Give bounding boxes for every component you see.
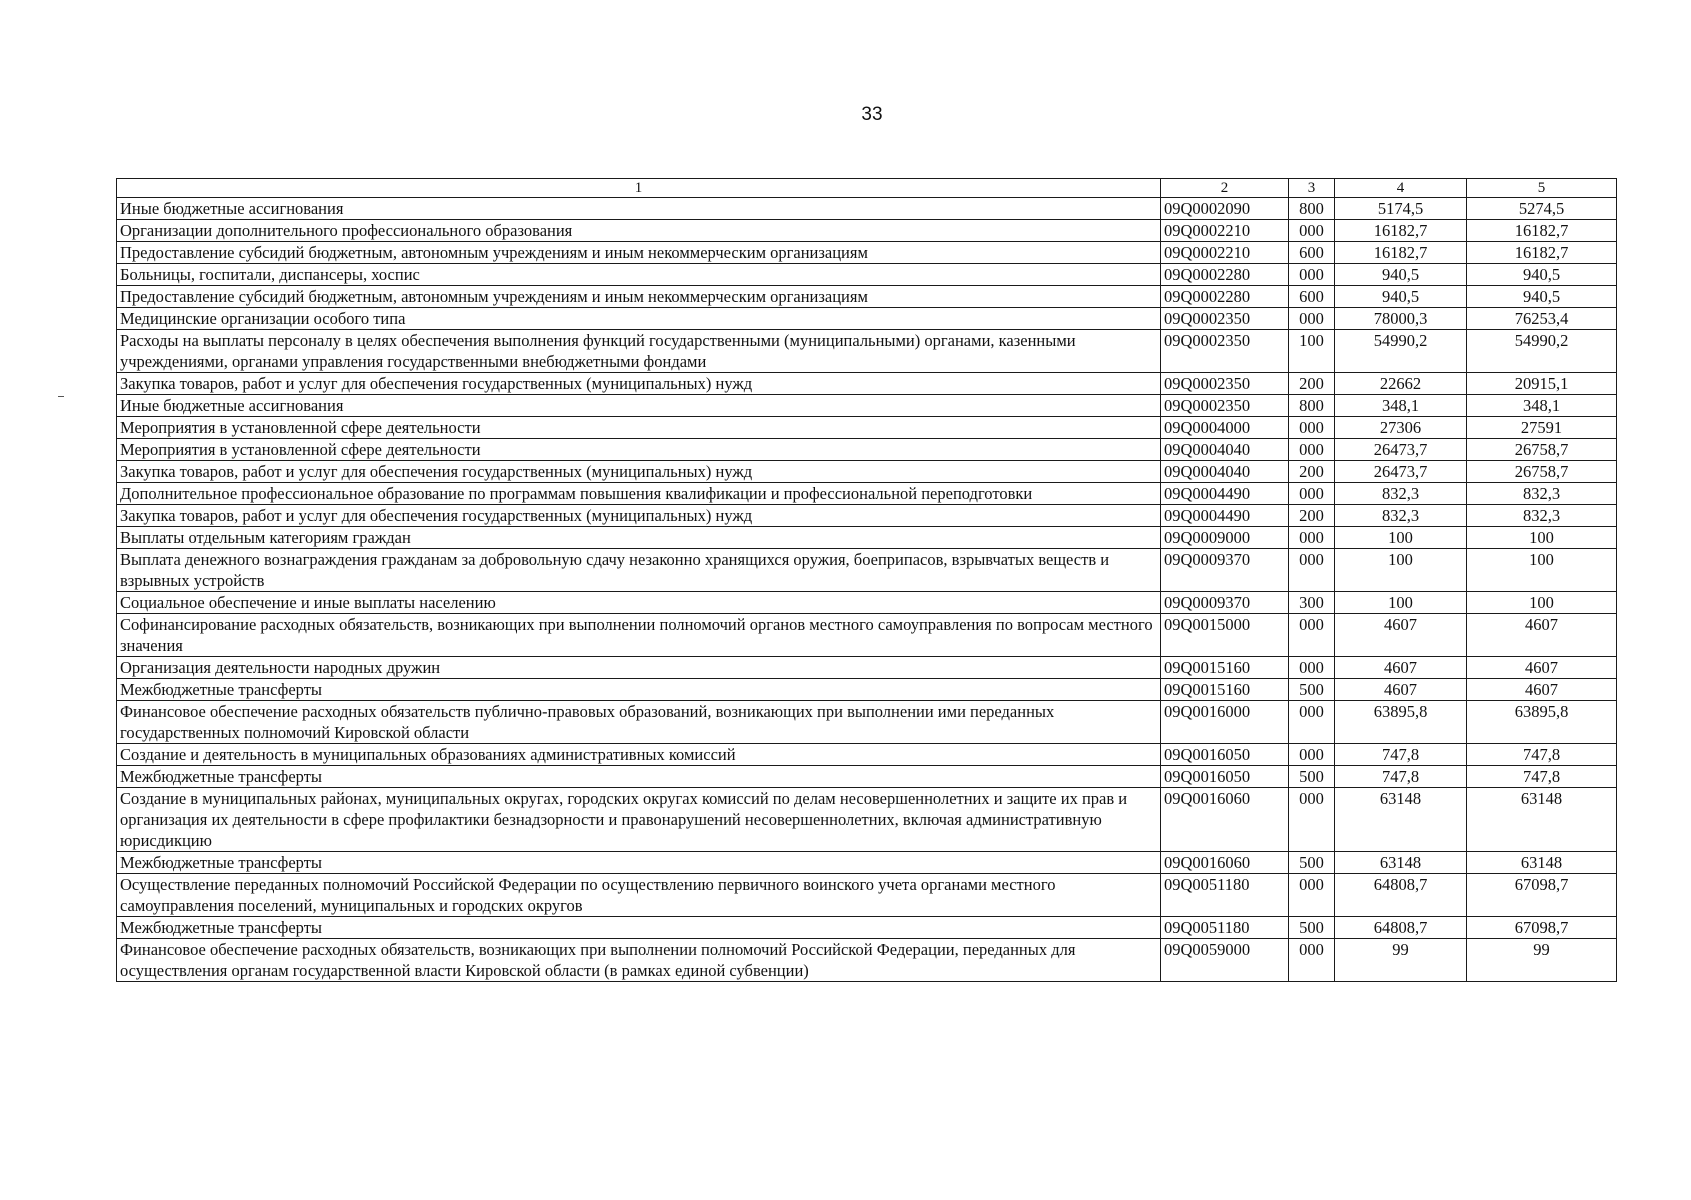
table-row [117,852,1617,874]
row-value-year1-cell: 832,3 [1335,505,1467,527]
table-row [117,461,1617,483]
row-code-cell: 09Q0009000 [1161,527,1289,549]
row-name-cell: Межбюджетные трансферты [117,852,1161,874]
row-value-year2-cell: 99 [1467,939,1617,982]
row-value-year2-cell: 63895,8 [1467,701,1617,744]
table-row [117,373,1617,395]
row-name-cell: Больницы, госпитали, диспансеры, хоспис [117,264,1161,286]
row-name-cell: Мероприятия в установленной сфере деятельности [117,439,1161,461]
row-value-year1-cell: 64808,7 [1335,917,1467,939]
row-name-cell: Осуществление переданных полномочий Российской Федерации по осуществлению первичного воинского учета органами местного самоуправления поселений, муниципальных и городских округов [117,874,1161,917]
row-value-year2-cell: 100 [1467,592,1617,614]
row-value-year1-cell: 348,1 [1335,395,1467,417]
row-name-cell: Межбюджетные трансферты [117,679,1161,701]
row-code-cell: 09Q0051180 [1161,874,1289,917]
row-value-year2-cell: 747,8 [1467,766,1617,788]
row-value-year2-cell: 20915,1 [1467,373,1617,395]
row-value-year1-cell: 63895,8 [1335,701,1467,744]
row-code-cell: 09Q0016050 [1161,744,1289,766]
table-body [117,198,1617,982]
row-code-cell: 09Q0009370 [1161,549,1289,592]
row-value-year2-cell: 940,5 [1467,264,1617,286]
row-name-cell: Закупка товаров, работ и услуг для обеспечения государственных (муниципальных) нужд [117,505,1161,527]
row-expense-type-cell: 000 [1289,527,1335,549]
row-name-cell: Софинансирование расходных обязательств, возникающих при выполнении полномочий органов местного самоуправления по вопросам местного значения [117,614,1161,657]
row-name-cell: Социальное обеспечение и иные выплаты населению [117,592,1161,614]
row-expense-type-cell: 000 [1289,264,1335,286]
row-expense-type-cell: 000 [1289,788,1335,852]
header-col-3: 3 [1289,179,1335,198]
row-name-cell: Межбюджетные трансферты [117,917,1161,939]
row-value-year1-cell: 100 [1335,592,1467,614]
table-row [117,917,1617,939]
row-value-year1-cell: 16182,7 [1335,220,1467,242]
row-value-year2-cell: 747,8 [1467,744,1617,766]
row-code-cell: 09Q0016050 [1161,766,1289,788]
header-col-5: 5 [1467,179,1617,198]
row-name-cell: Медицинские организации особого типа [117,308,1161,330]
row-expense-type-cell: 500 [1289,917,1335,939]
table-row [117,766,1617,788]
row-value-year1-cell: 78000,3 [1335,308,1467,330]
row-code-cell: 09Q0002350 [1161,330,1289,373]
row-value-year1-cell: 4607 [1335,657,1467,679]
table-row [117,701,1617,744]
table-row [117,286,1617,308]
row-value-year2-cell: 832,3 [1467,505,1617,527]
row-value-year1-cell: 100 [1335,527,1467,549]
table-row [117,417,1617,439]
row-value-year1-cell: 26473,7 [1335,439,1467,461]
row-expense-type-cell: 000 [1289,939,1335,982]
row-name-cell: Мероприятия в установленной сфере деятельности [117,417,1161,439]
row-value-year2-cell: 26758,7 [1467,439,1617,461]
row-value-year1-cell: 63148 [1335,852,1467,874]
row-expense-type-cell: 200 [1289,505,1335,527]
row-value-year1-cell: 27306 [1335,417,1467,439]
header-col-2: 2 [1161,179,1289,198]
row-value-year2-cell: 27591 [1467,417,1617,439]
row-code-cell: 09Q0002350 [1161,395,1289,417]
row-expense-type-cell: 500 [1289,679,1335,701]
table-row [117,614,1617,657]
row-value-year1-cell: 64808,7 [1335,874,1467,917]
row-value-year1-cell: 54990,2 [1335,330,1467,373]
row-value-year1-cell: 22662 [1335,373,1467,395]
row-code-cell: 09Q0002350 [1161,373,1289,395]
table-row [117,679,1617,701]
row-name-cell: Расходы на выплаты персоналу в целях обеспечения выполнения функций государственными (муниципальными) органами, казенными учреждениями, органами управления государственными внебюджетными фондами [117,330,1161,373]
row-value-year2-cell: 100 [1467,549,1617,592]
row-value-year2-cell: 63148 [1467,852,1617,874]
table-row [117,744,1617,766]
row-value-year2-cell: 4607 [1467,657,1617,679]
row-name-cell: Закупка товаров, работ и услуг для обеспечения государственных (муниципальных) нужд [117,373,1161,395]
table-row [117,308,1617,330]
table-row [117,592,1617,614]
row-expense-type-cell: 300 [1289,592,1335,614]
row-name-cell: Организации дополнительного профессионального образования [117,220,1161,242]
row-code-cell: 09Q0004490 [1161,483,1289,505]
table-row [117,788,1617,852]
table-row [117,220,1617,242]
row-value-year1-cell: 747,8 [1335,744,1467,766]
row-expense-type-cell: 500 [1289,852,1335,874]
table-row [117,198,1617,220]
row-expense-type-cell: 600 [1289,242,1335,264]
row-code-cell: 09Q0015160 [1161,679,1289,701]
row-value-year1-cell: 26473,7 [1335,461,1467,483]
row-value-year1-cell: 747,8 [1335,766,1467,788]
row-code-cell: 09Q0004040 [1161,439,1289,461]
table-row [117,439,1617,461]
row-value-year2-cell: 76253,4 [1467,308,1617,330]
header-col-1: 1 [117,179,1161,198]
row-value-year1-cell: 940,5 [1335,286,1467,308]
row-code-cell: 09Q0015000 [1161,614,1289,657]
row-expense-type-cell: 600 [1289,286,1335,308]
row-code-cell: 09Q0016060 [1161,852,1289,874]
table-row [117,330,1617,373]
row-name-cell: Выплата денежного вознаграждения гражданам за добровольную сдачу незаконно хранящихся оружия, боеприпасов, взрывчатых веществ и взрывных устройств [117,549,1161,592]
row-expense-type-cell: 000 [1289,744,1335,766]
row-code-cell: 09Q0002210 [1161,242,1289,264]
row-code-cell: 09Q0016000 [1161,701,1289,744]
table-row [117,527,1617,549]
row-expense-type-cell: 000 [1289,657,1335,679]
row-code-cell: 09Q0002090 [1161,198,1289,220]
row-value-year2-cell: 100 [1467,527,1617,549]
row-code-cell: 09Q0002210 [1161,220,1289,242]
row-value-year2-cell: 5274,5 [1467,198,1617,220]
row-value-year2-cell: 54990,2 [1467,330,1617,373]
row-value-year2-cell: 348,1 [1467,395,1617,417]
row-code-cell: 09Q0016060 [1161,788,1289,852]
row-value-year2-cell: 16182,7 [1467,220,1617,242]
row-value-year1-cell: 63148 [1335,788,1467,852]
row-code-cell: 09Q0002280 [1161,264,1289,286]
row-value-year2-cell: 4607 [1467,614,1617,657]
row-expense-type-cell: 000 [1289,701,1335,744]
row-value-year1-cell: 940,5 [1335,264,1467,286]
row-code-cell: 09Q0015160 [1161,657,1289,679]
table-row [117,874,1617,917]
scan-artifact [58,396,64,397]
row-value-year1-cell: 100 [1335,549,1467,592]
row-code-cell: 09Q0004490 [1161,505,1289,527]
row-name-cell: Дополнительное профессиональное образование по программам повышения квалификации и профессиональной переподготовки [117,483,1161,505]
table-row [117,549,1617,592]
row-expense-type-cell: 100 [1289,330,1335,373]
table-row [117,242,1617,264]
row-expense-type-cell: 000 [1289,549,1335,592]
row-value-year1-cell: 4607 [1335,679,1467,701]
row-expense-type-cell: 000 [1289,220,1335,242]
row-expense-type-cell: 800 [1289,395,1335,417]
row-code-cell: 09Q0059000 [1161,939,1289,982]
row-expense-type-cell: 000 [1289,417,1335,439]
row-expense-type-cell: 800 [1289,198,1335,220]
row-value-year2-cell: 26758,7 [1467,461,1617,483]
table-row [117,483,1617,505]
row-name-cell: Предоставление субсидий бюджетным, автономным учреждениям и иным некоммерческим организациям [117,286,1161,308]
row-value-year2-cell: 832,3 [1467,483,1617,505]
row-expense-type-cell: 000 [1289,308,1335,330]
row-expense-type-cell: 000 [1289,614,1335,657]
row-name-cell: Создание в муниципальных районах, муниципальных округах, городских округах комиссий по делам несовершеннолетних и защите их прав и организация их деятельности в сфере профилактики безнадзорности и правонарушений несовершеннолетних, включая административную юрисдикцию [117,788,1161,852]
row-value-year1-cell: 832,3 [1335,483,1467,505]
budget-table [116,178,1617,982]
row-code-cell: 09Q0002280 [1161,286,1289,308]
header-col-4: 4 [1335,179,1467,198]
row-code-cell: 09Q0004000 [1161,417,1289,439]
row-expense-type-cell: 000 [1289,439,1335,461]
table-header-row [117,179,1617,198]
row-expense-type-cell: 000 [1289,874,1335,917]
row-value-year2-cell: 63148 [1467,788,1617,852]
row-value-year2-cell: 16182,7 [1467,242,1617,264]
row-code-cell: 09Q0002350 [1161,308,1289,330]
row-name-cell: Иные бюджетные ассигнования [117,395,1161,417]
row-value-year2-cell: 940,5 [1467,286,1617,308]
table-row [117,657,1617,679]
row-name-cell: Иные бюджетные ассигнования [117,198,1161,220]
row-value-year2-cell: 67098,7 [1467,874,1617,917]
row-code-cell: 09Q0004040 [1161,461,1289,483]
table-row [117,395,1617,417]
row-code-cell: 09Q0009370 [1161,592,1289,614]
row-expense-type-cell: 200 [1289,461,1335,483]
row-value-year1-cell: 99 [1335,939,1467,982]
row-name-cell: Межбюджетные трансферты [117,766,1161,788]
table-row [117,505,1617,527]
row-name-cell: Финансовое обеспечение расходных обязательств публично-правовых образований, возникающих при выполнении ими переданных государственных полномочий Кировской области [117,701,1161,744]
row-code-cell: 09Q0051180 [1161,917,1289,939]
row-name-cell: Организация деятельности народных дружин [117,657,1161,679]
table-row [117,264,1617,286]
row-name-cell: Выплаты отдельным категориям граждан [117,527,1161,549]
row-value-year1-cell: 5174,5 [1335,198,1467,220]
row-value-year1-cell: 16182,7 [1335,242,1467,264]
row-expense-type-cell: 200 [1289,373,1335,395]
row-name-cell: Создание и деятельность в муниципальных образованиях административных комиссий [117,744,1161,766]
row-expense-type-cell: 500 [1289,766,1335,788]
row-name-cell: Закупка товаров, работ и услуг для обеспечения государственных (муниципальных) нужд [117,461,1161,483]
row-value-year1-cell: 4607 [1335,614,1467,657]
page-number: 33 [861,104,883,125]
row-value-year2-cell: 4607 [1467,679,1617,701]
row-value-year2-cell: 67098,7 [1467,917,1617,939]
row-name-cell: Финансовое обеспечение расходных обязательств, возникающих при выполнении полномочий Российской Федерации, переданных для осуществления органам государственной власти Кировской области (в рамках единой субвенции) [117,939,1161,982]
row-expense-type-cell: 000 [1289,483,1335,505]
table-row [117,939,1617,982]
row-name-cell: Предоставление субсидий бюджетным, автономным учреждениям и иным некоммерческим организациям [117,242,1161,264]
